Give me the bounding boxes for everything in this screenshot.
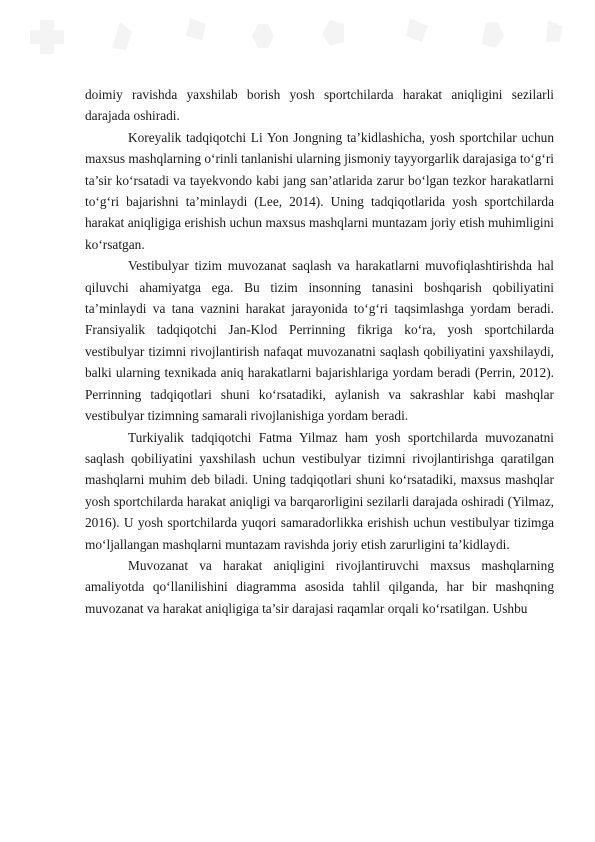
body-text <box>85 84 554 619</box>
paragraph-3: Vestibulyar tizim muvozanat saqlash va harakatlarni muvofiqlashtirishda hal qiluvchi ahamiyatga ega. Bu tizim insonning tanasini boshqarish qobiliyatini ta’minlaydi va tana vaznini harakat jarayonida to‘g‘ri taqsimlashga yordam beradi. Fransiyalik tadqiqotchi Jan-Klod Perrinning fikriga ko‘ra, yosh sportchilarda vestibulyar tizimni rivojlantirish nafaqat muvozanatni saqlash qobiliyatini yaxshilaydi, balki ularning texnikada aniq harakatlarni bajarishlariga yordam beradi (Perrin, 2012). Perrinning tadqiqotlari shuni ko‘rsatadiki, aylanish va sakrashlar kabi mashqlar vestibulyar tizimning samarali rivojlanishiga yordam beradi. <box>85 258 554 424</box>
paragraph-1: doimiy ravishda yaxshilab borish yosh sportchilarda harakat aniqligini sezilarli darajada oshiradi. <box>85 87 554 124</box>
paragraph-2: Koreyalik tadqiqotchi Li Yon Jongning ta’kidlashicha, yosh sportchilar uchun maxsus mashqlarning o‘rinli tanlanishi ularning jismoniy tayyorgarlik darajasiga to‘g‘ri ta’sir ko‘rsatadi va tayekvondo kabi jang san’atlarida zarur bo‘lgan tezkor harakatlarni to‘g‘ri bajarishni ta’minlaydi (Lee, 2014). Uning tadqiqotlarida yosh sportchilarda harakat aniqligiga erishish uchun maxsus mashqlarni muntazam joriy etish muhimligini ko‘rsatgan. <box>85 129 554 252</box>
paragraph-4: Turkiyalik tadqiqotchi Fatma Yilmaz ham yosh sportchilarda muvozanatni saqlash qobiliyatini yaxshilash uchun vestibulyar tizimni rivojlantirishga qaratilgan mashqlarni muhim deb biladi. Uning tadqiqotlari shuni ko‘rsatadiki, maxsus mashqlar yosh sportchilarda harakat aniqligi va barqarorligini sezilarli darajada oshiradi (Yilmaz, 2016). U yosh sportchilarda yuqori samaradorlikka erishish uchun vestibulyar tizimga mo‘ljallangan mashqlarni muntazam ravishda joriy etish zarurligini ta’kidlaydi. <box>85 429 554 552</box>
paragraph-5: Muvozanat va harakat aniqligini rivojlantiruvchi maxsus mashqlarning amaliyotda qo‘llanilishini diagramma asosida tahlil qilganda, har bir mashqning muvozanat va harakat aniqligiga ta’sir darajasi raqamlar orqali ko‘rsatilgan. Ushbu <box>85 557 554 616</box>
